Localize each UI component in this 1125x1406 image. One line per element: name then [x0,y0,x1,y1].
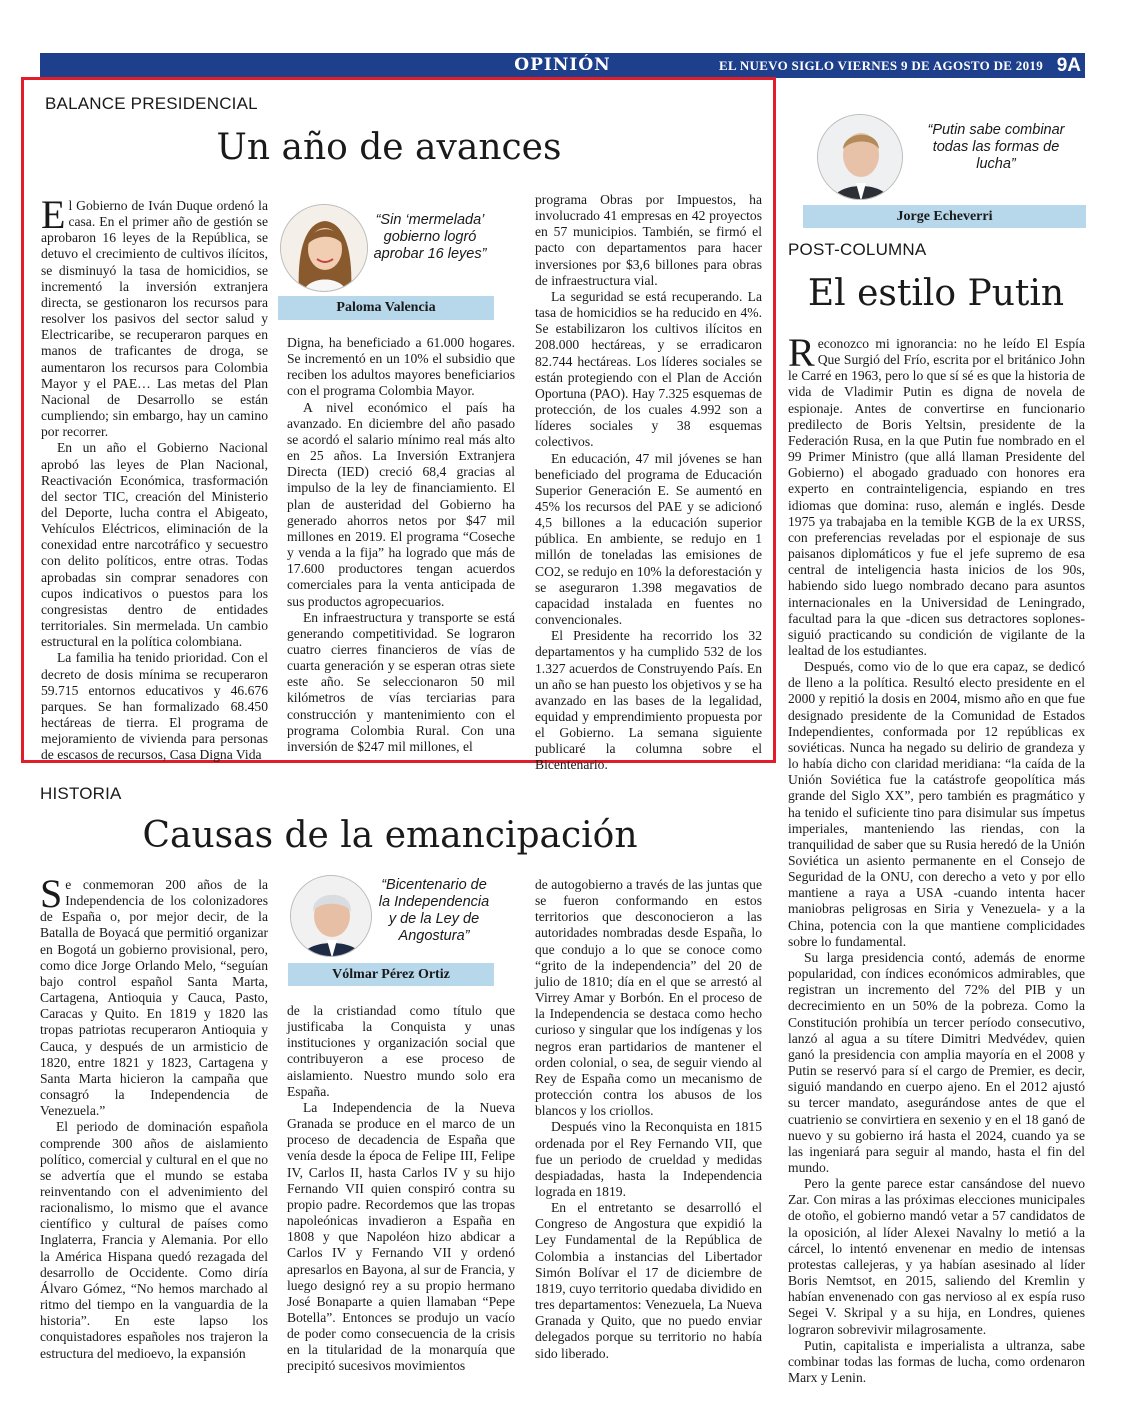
article3-paragraph: La Independencia de la Nueva Granada se produce en el marco de un proceso de decadencia de España que venía desde la época de Felipe III, Felipe IV, Carlos II, hasta Carlos IV y su hijo Fernando VII quien conspiró contra su propio padre. Recordemos que las tropas napoleónicas invadieron a España en 1808 y que Napoléon hizo abdicar a Carlos IV y Fernando VII y ordenó apresarlos en Bayona, al sur de Francia, y luego designó rey a su propio hermano José Bonaparte a quien llamaban “Pepe Botella”. Entonces se produjo un vacío de poder como consecuencia de la crisis en la titularidad de la monarquía que precipitó sucesivos movimientos [287,1099,515,1374]
author-name: Paloma Valencia [278,296,494,320]
article3-quote-box [288,873,494,986]
article2-column [788,330,1085,1386]
article2-paragraph: Pero la gente parece estar cansándose del nuevo Zar. Con miras a las próximas elecciones municipales de otoño, el gobierno mandó vetar a 57 candidatos de la oposición, al líder Alexei Navalny lo metió a la cárcel, lo intentó envenenar en medio de intensas protestas callejeras, y ya habían asesinado al líder Boris Nemtsot, en 2015, saliendo del Kremlin y habían envenenado con gas nervioso al ex espía ruso Segei V. Skripal y a su hija, en Londres, quienes lograron sobrevivir milagrosamente. [788,1176,1085,1337]
article1-paragraph: Digna, ha beneficiado a 61.000 hogares. Se incrementó en un 10% el subsidio que reciben los adultos mayores beneficiarios con el programa Colombia Mayor. [287,335,515,399]
article3-column-3 [535,877,762,1362]
quote-text: “Putin sabe combinar todas las formas de lucha” [927,122,1065,172]
article2-paragraph: Después, como vio de lo que era capaz, se dedicó de lleno a la política. Resultó electo presidente en el 2000 y repitió la dosis en 2004, mismo año en que fue designado presidente de la Comunidad de Estados Independientes, conformada por 12 repúblicas ex soviéticas. Nunca ha negado su delirio de grandeza y lo había dicho con claridad meridiana: “la caída de la Unión Soviética fue la catástrofe geopolítica más grande del Siglo XX”, pero también es pragmático y ha tenido el suficiente tino para disimular sus ímpetus imperiales, manteniendo las riendas, con la tranquilidad de saber que su Rusia heredó de la Unión Soviética un asiento permanente en el Consejo de Seguridad de la ONU, con derecho a veto y por ello mantiene a raya a USA -cuando intenta hacer maniobras peligrosas en Siria y Venezuela- y a la China, potencia con la que mantiene complicidades sobre lo fundamental. [788,659,1085,949]
author-name: Jorge Echeverri [803,205,1086,228]
author-photo [290,875,372,957]
article1-paragraph: A nivel económico el país ha avanzado. En diciembre del año pasado se acordó el salario mínimo real más alto en 25 años. La Inversión Extranjera Directa (IED) creció 68,4 gracias al impulso de la ley de financiamiento. El plan de austeridad del Gobierno ha generado ahorros netos por $47 mil millones en 2019. El programa “Coseche y venda a la fija” ha logrado que más de 17.600 productores tengan acuerdos comerciales para la venta anticipada de sus productos agropecuarios. [287,399,515,609]
article2-paragraph: Su larga presidencia contó, además de enorme popularidad, con índices económicos admirables, que registran un incremento del 72% del PIB y un decrecimiento en un 50% de la pobreza. Como la Constitución prohibía un tercer período consecutivo, lanzó al agua a su títere Dimitri Medvédev, quien ganó la presidencia con amplia mayoría en el 2008 y Putin se reservó para sí el cargo de Premier, es decir, siguió mandando en cuerpo ajeno. En el 2012 ajustó su tercer mandato, asegurándose antes de que el cuatrienio se convirtiera en sexenio y en el 18 ganó de nuevo y su gobierno irá hasta el 2024, cuando ya se las ingeniará para seguir al mando, hasta el fin del mundo. [788,949,1085,1175]
article1-quote-box [278,204,494,320]
article1-title-text: Un año de avances [216,127,562,168]
article1-kicker: BALANCE PRESIDENCIAL [45,94,258,113]
article1-paragraph: l Gobierno de Iván Duque ordenó la casa. En el primer año de gestión se aprobaron 16 leyes de la República, se detuvo el crecimiento de cultivos ilícitos, se disminuyó la tasa de homicidios, se incrementó la inversión extranjera directa, se gestionaron los recursos para resolver los pasivos del sector salud y Electricaribe, se recuperaron parques en manos de traficantes de droga, se aumentaron los recursos para Colombia Mayor y el PAE… Las metas del Plan Nacional de Desarrollo se están cumpliendo; sin embargo, hay un camino por recorrer. [41,198,268,440]
article3-title [40,814,740,858]
article3-title-text: Causas de la emancipación [142,815,638,856]
author-name: Vólmar Pérez Ortiz [288,963,494,986]
article2-title [786,272,1086,316]
author-photo [280,204,368,292]
article3-paragraph: de autogobierno a través de las juntas que se fueron conformando en estos territorios que desconocieron a las autoridades nombradas desde España, lo que condujo a lo que se conoce como “grito de la independencia” del 20 de julio de 1810; día en el que se arrestó al Virrey Amar y Borbón. En el proceso de la Independencia se destaca como hecho curioso y singular que los indígenas y los negros eran partidarios de mantener el orden colonial, o sea, de seguir viendo al Rey de España como un mecanismo de protección contra los abusos de los blancos y los criollos. [535,877,762,1119]
quote-text: “Sin ‘mermelada’ gobierno logró aprobar 16 leyes” [373,212,487,262]
article3-paragraph: El periodo de dominación española comprende 300 años de aislamiento político, comercial y cultural en el que no se advertía que el mundo se estaba reinventando con el advenimiento del racionalismo, lo mismo que el avance científico y cultural de países como Inglaterra, Francia y Alemania. Por ello la América Hispana quedó rezagada del desarrollo de Occidente. Como diría Álvaro Gómez, “No hemos marchado al ritmo del tiempo en la vanguardia de la historia”. En este lapso los conquistadores españoles nos trajeron la estructura del medioevo, la expansión [40,1119,268,1361]
author-photo [817,114,903,200]
article2-paragraph: econozco mi ignorancia: no he leído El Espía Que Surgió del Frío, escrita por el británico John le Carré en 1963, pero lo que sí sé es que la historia de vida de Vladimir Putin es digna de novela de espionaje. Antes de convertirse en funcionario predilecto de Boris Yeltsin, presidente de la Federación Rusa, en la que Putin fue nombrado en el 99 Primer Ministro (que allá llaman Presidente del Gobierno) el abogado graduado con honores era experto en contrainteligencia, espiando en tres idiomas que domina: ruso, alemán e inglés. Desde 1975 ya trabajaba en la temible KGB de la ex URSS, con preferencias reveladas por el espionaje de sus paisanos diplomáticos y fue el jefe supremo de esa central de inteligencia hasta inicios de los 90s, habiendo sido luego nombrado decano para asuntos internacionales en la Universidad de Leningrado, facultad para la que -dicen sus detractores soplones- siguió practicando su condición de vigilante de la lealtad de los estudiantes. [788,336,1085,658]
article1-paragraph: La familia ha tenido prioridad. Con el decreto de dosis mínima se recuperaron 59.715 entornos educativos y 46.676 parques. Se han formalizado 68.450 hectáreas de tierra. El programa de mejoramiento de vivienda para personas de escasos de recursos, Casa Digna Vida [41,650,268,763]
article3-column-1 [40,871,268,1362]
article2-kicker: POST-COLUMNA [788,240,927,259]
article1-column-2 [287,335,515,755]
article3-paragraph: Después vino la Reconquista en 1815 ordenada por el Rey Fernando VII, que fue un periodo de crueldad y medidas despiadadas, hasta la Independencia lograda en 1819. [535,1119,762,1199]
section-title: OPINIÓN [514,55,611,75]
article1-paragraph: En educación, 47 mil jóvenes se han beneficiado del programa de Educación Superior Generación E. Se aumentó en 45% los recursos del PAE y se adicionó 4,5 billones a la educación superior pública. En ambiente, se redujo en 1 millón de toneladas las emisiones de CO2, se redujo en 10% la deforestación y se aseguraron 1.398 megavatios de capacidad instalada en fuentes no convencionales. [535,450,762,628]
article3-paragraph: de la cristiandad como título que justificaba la Conquista y unas instituciones y organización social que contribuyeron a ese proceso de aislamiento. Nuestro mundo solo era España. [287,1003,515,1099]
article3-paragraph: e conmemoran 200 años de la Independencia de los colonizadores de España o, por mejor decir, de la Batalla de Boyacá que permitió organizar en Bogotá un gobierno provisional, pero, como dice Jorge Orlando Melo, “seguían bajo control español Santa Marta, Cartagena, Antioquia y Cauca, Pasto, Caracas y Quito. En 1819 y 1820 las tropas patriotas recuperaron Antioquia y Cauca, y después de un armisticio de 1820, entre 1821 y 1823, Cartagena y Santa Marta hicieron la campaña que consagró la Independencia de Venezuela.” [40,877,268,1119]
article1-paragraph: En infraestructura y transporte se está generando competitividad. Se lograron cuatro cierres financieros de vías de cuarta generación y se esperan otras siete este año. Se seleccionaron 50 mil kilómetros de vías terciarias para construcción y mantenimiento con el programa Colombia Rural. Con una inversión de $247 mil millones, el [287,609,515,754]
article1-drop-cap: E [41,192,66,237]
article2-quote-box [803,114,1086,228]
article3-paragraph: En el entretanto se desarrolló el Congreso de Angostura que expidió la Ley Fundamental de la República de Colombia a instancias del Libertador Simón Bolívar el 17 de diciembre de 1819, cuyo territorio quedaba dividido en tres departamentos: Venezuela, La Nueva Granada y Quito, que no puedo enviar delegados porque su territorio no había sido liberado. [535,1200,762,1361]
article3-column-2 [287,1003,515,1375]
paper-name-date: EL NUEVO SIGLO VIERNES 9 DE AGOSTO DE 2019 [719,58,1043,73]
article1-paragraph: El Presidente ha recorrido los 32 departamentos y ha cumplido 532 de los 1.327 acuerdos de Construyendo País. En un año se han puesto los objetivos y se ha avanzado en las bases de la legalidad, equidad y emprendimiento propuesta por el Gobierno. La semana siguiente publicaré la columna sobre el Bicentenario. [535,628,762,773]
article3-drop-cap: S [40,871,63,916]
quote-text: “Bicentenario de la Independencia y de la Ley de Angostura” [378,877,490,944]
page-number: 9A [1056,55,1081,76]
article2-title-text: El estilo Putin [807,273,1065,314]
section-masthead [40,53,1085,78]
article1-paragraph: En un año el Gobierno Nacional aprobó las leyes de Plan Nacional, Reactivación Económica, trasformación del sector TIC, creación del Ministerio del Deporte, lucha contra el Abigeato, Vehículos Eléctricos, eliminación de la conexidad entre narcotráfico y secuestro con delito políticos, entre otras. Todas aprobadas sin comprar senadores con cupos indicativos o puestos para los congresistas dentro de entidades territoriales. Sin mermelada. Un cambio estructural en la política colombiana. [41,440,268,650]
article2-drop-cap: R [788,330,815,375]
article1-column-1 [41,192,268,763]
article2-paragraph: Putin, capitalista e imperialista a ultranza, sabe combinar todas las formas de lucha, como ordenaron Marx y Lenin. [788,1337,1085,1385]
article1-paragraph: La seguridad se está recuperando. La tasa de homicidios se ha reducido en 4%. Se estabilizaron los cultivos ilícitos en 208.000 hectáreas, y se erradicaron 82.744 hectáreas. Los líderes sociales se están protegiendo con el Plan de Acción Oportuna (PAO). Hay 7.325 esquemas de protección, de los cuales 4.992 son a líderes sociales y 38 esquemas colectivos. [535,288,762,450]
article1-title [0,126,778,170]
article3-kicker: HISTORIA [40,784,122,803]
article1-column-3 [535,192,762,774]
article1-paragraph: programa Obras por Impuestos, ha involucrado 41 empresas en 42 proyectos en 57 municipios. También, se firmó el pacto con departamentos para hacer inversiones por $3,6 billones para obras de infraestructura vial. [535,192,762,288]
